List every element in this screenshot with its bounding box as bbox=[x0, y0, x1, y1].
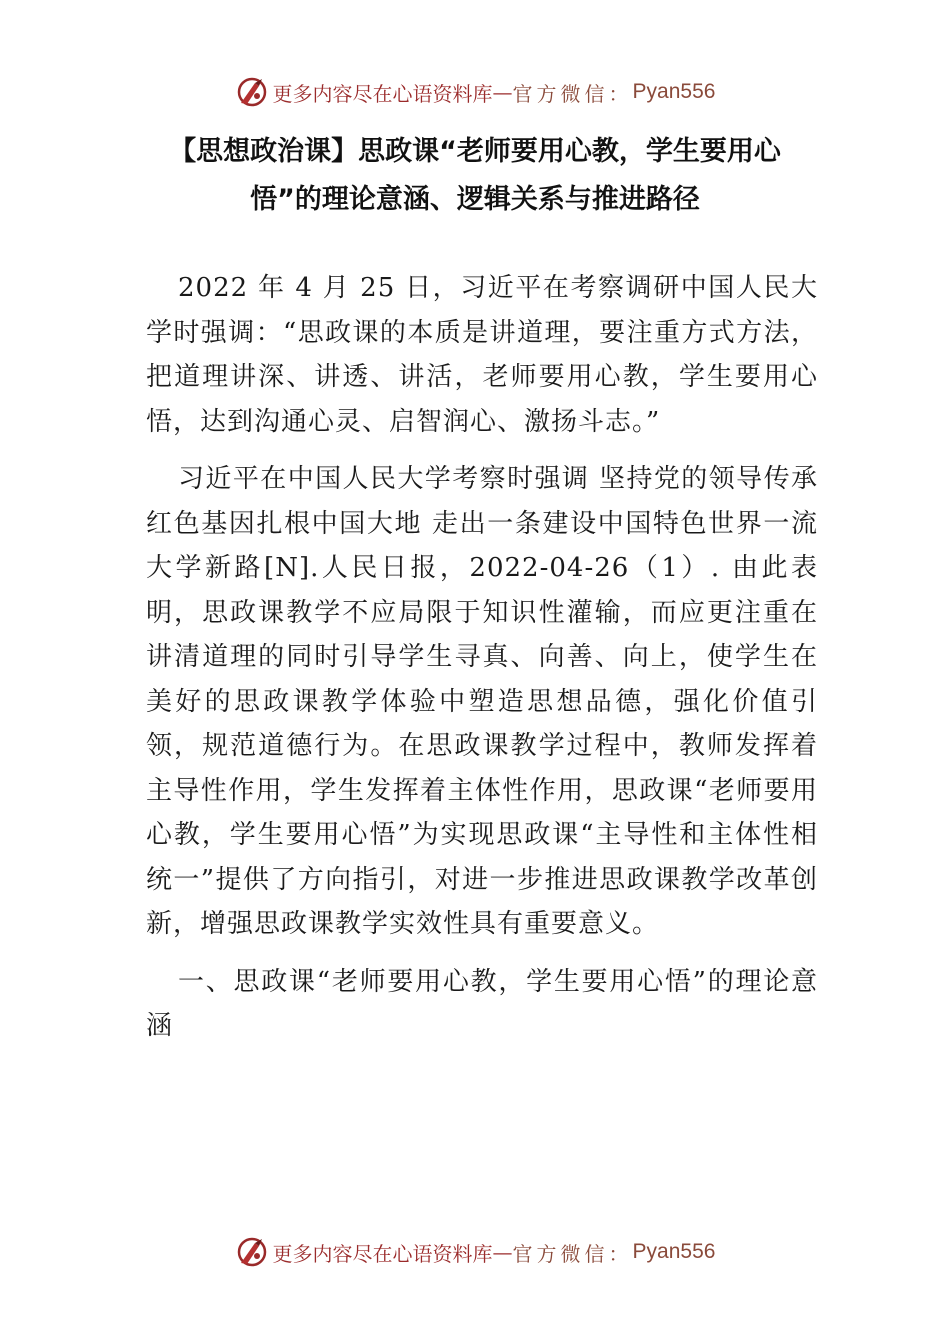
document-body bbox=[146, 266, 818, 1062]
banner-dash: — bbox=[492, 1240, 513, 1264]
brand-logo-icon bbox=[235, 1235, 269, 1269]
title-line-1: 【思想政治课】思政课“老师要用心教，学生要用心 bbox=[169, 136, 781, 167]
banner-main-text: 更多内容尽在心语资料库 bbox=[272, 1241, 493, 1266]
paragraph-2: 习近平在中国人民大学考察时强调 坚持党的领导传承红色基因扎根中国大地 走出一条建设中国特色世界一流大学新路[N].人民日报，2022-04-26（1）. 由此表明，思政课教学不应局限于知识性灌输，而应更注重在讲清道理的同时引导学生寻真、向善、向上，使学生在美好的思政课教学体验中塑造思想品德，强化价值引领，规范道德行为。在思政课教学过程中，教师发挥着主导性作用，学生发挥着主体性作用，思政课“老师要用心教，学生要用心悟”为实现思政课“主导性和主体性相统一”提供了方向指引，对进一步推进思政课教学改革创新，增强思政课教学实效性具有重要意义。 bbox=[146, 464, 818, 939]
header-banner bbox=[0, 72, 950, 112]
footer-banner bbox=[0, 1232, 950, 1272]
banner-wechat-id: Pyan556 bbox=[632, 1240, 716, 1263]
brand-logo-icon bbox=[235, 75, 269, 109]
banner-wechat-id: Pyan556 bbox=[632, 80, 716, 103]
banner-wechat-label: 官方微信： bbox=[512, 81, 633, 106]
paragraph-1: 2022 年 4 月 25 日，习近平在考察调研中国人民大学时强调：“思政课的本质是讲道理，要注重方式方法，把道理讲深、讲透、讲活，老师要用心教，学生要用心悟，达到沟通心灵、启智润心、激扬斗志。” bbox=[146, 273, 818, 437]
document-title bbox=[130, 128, 820, 224]
banner-dash: — bbox=[492, 80, 513, 104]
title-line-2: 悟”的理论意涵、逻辑关系与推进路径 bbox=[250, 184, 700, 215]
section-heading-1: 一、思政课“老师要用心教，学生要用心悟”的理论意涵 bbox=[146, 966, 818, 1041]
banner-wechat-label: 官方微信： bbox=[512, 1241, 633, 1266]
banner-main-text: 更多内容尽在心语资料库 bbox=[272, 81, 493, 106]
